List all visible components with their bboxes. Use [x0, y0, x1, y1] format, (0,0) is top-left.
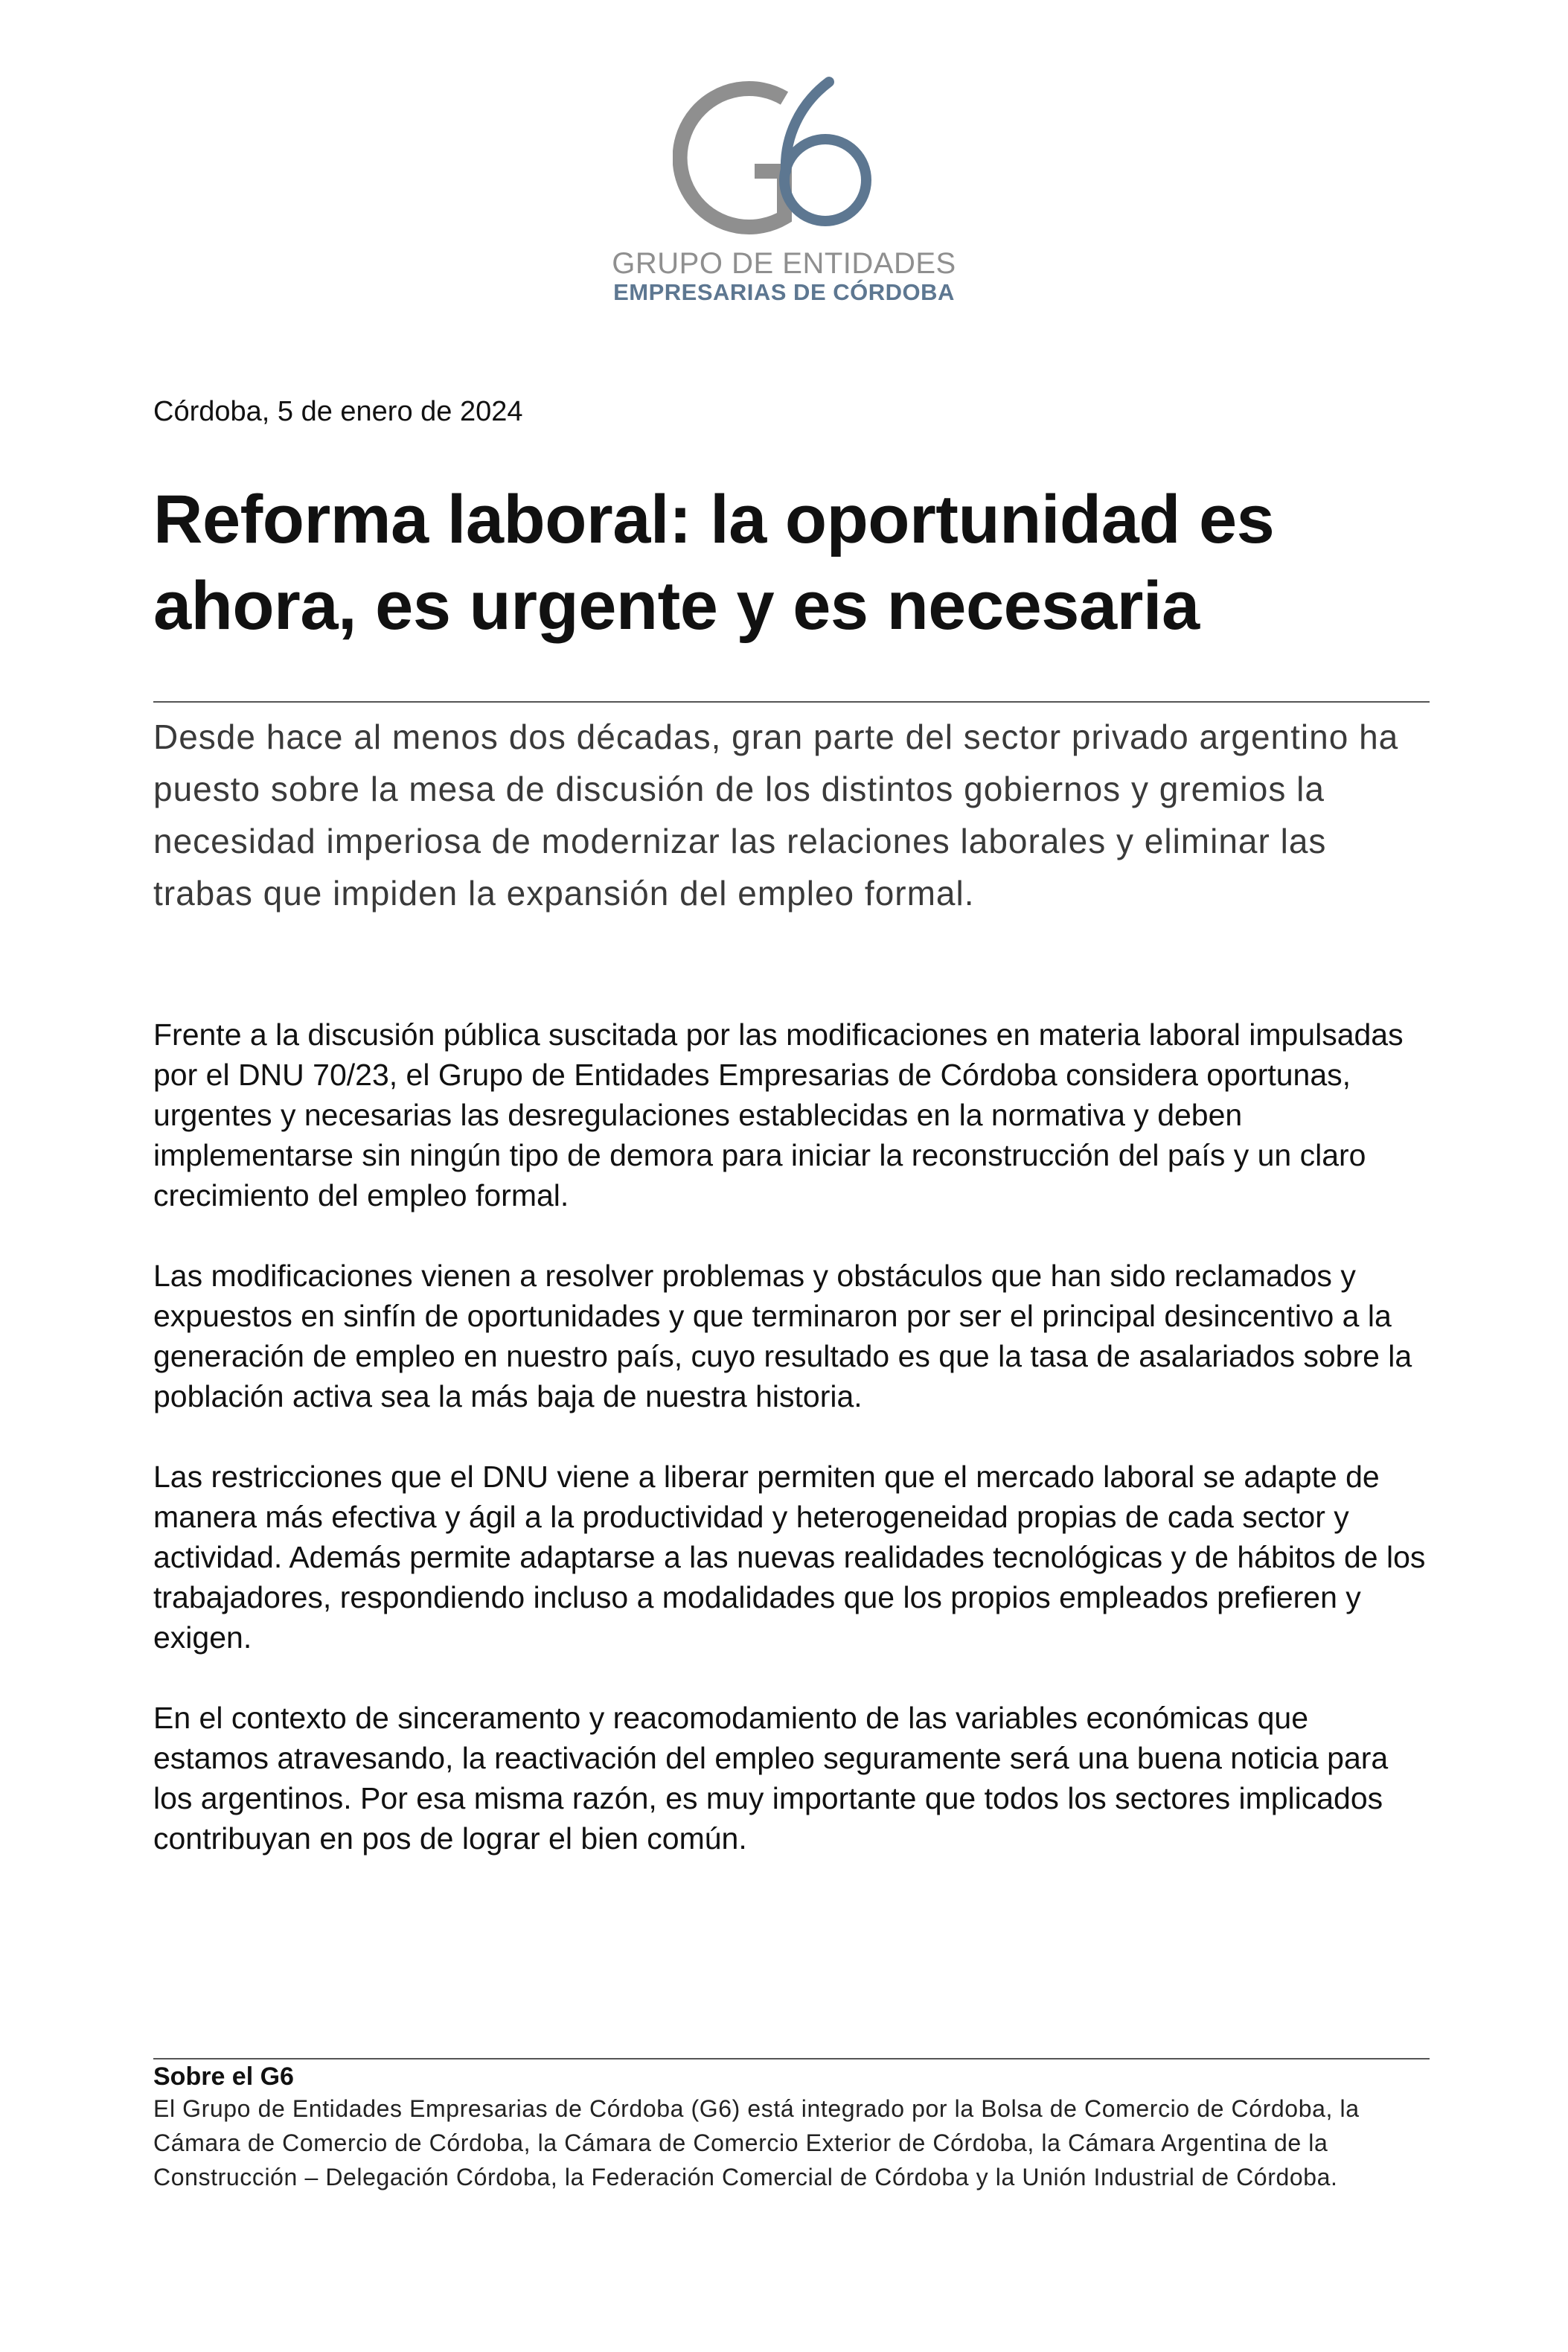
body-paragraph: Frente a la discusión pública suscitada por las modificaciones en materia laboral impulsadas por el DNU 70/23, el Grupo de Entidades Empresarias de Córdoba considera oportunas, urgentes y necesarias las desregulaciones establecidas en la normativa y deben implementarse sin ningún tipo de demora para iniciar la reconstrucción del país y un claro crecimiento del empleo formal.: [153, 1017, 1404, 1212]
body-paragraph: En el contexto de sinceramento y reacomodamiento de las variables económicas que estamos atravesando, la reactivación del empleo seguramente será una buena noticia para los argentinos. Por esa misma razón, es muy importante que todos los sectores implicados contribuyan en pos de lograr el bien común.: [153, 1701, 1389, 1856]
title-divider: [153, 701, 1430, 703]
logo-text-line2: EMPRESARIAS DE CÓRDOBA: [613, 279, 955, 305]
about-section: [153, 2062, 1430, 2194]
footer-divider: [153, 2058, 1430, 2059]
body-paragraph: Las restricciones que el DNU viene a liberar permiten que el mercado laboral se adapte de manera más efectiva y ágil a la productividad y heterogeneidad propias de cada sector y actividad. Además permite adaptarse a las nuevas realidades tecnológicas y de hábitos de los trabajadores, respondiendo incluso a modalidades que los propios empleados prefieren y exigen.: [153, 1460, 1426, 1655]
about-title: Sobre el G6: [153, 2062, 294, 2091]
lead-paragraph: Desde hace al menos dos décadas, gran parte del sector privado argentino ha puesto sobre la mesa de discusión de los distintos gobiernos y gremios la necesidad imperiosa de modernizar las relaciones laborales y eliminar las trabas que impiden la expansión del empleo formal.: [153, 718, 1399, 913]
g6-logo: [0, 74, 1568, 305]
g6-logo-mark-icon: [673, 74, 896, 238]
body-paragraph: Las modificaciones vienen a resolver problemas y obstáculos que han sido reclamados y expuestos en sinfín de oportunidades y que terminaron por ser el principal desincentivo a la generación de empleo en nuestro país, cuyo resultado es que la tasa de asalariados sobre la población activa sea la más baja de nuestra historia.: [153, 1259, 1412, 1413]
document-date: Córdoba, 5 de enero de 2024: [153, 396, 523, 427]
logo-text-line1: GRUPO DE ENTIDADES: [612, 247, 956, 280]
about-text: El Grupo de Entidades Empresarias de Córdoba (G6) está integrado por la Bolsa de Comercio de Córdoba, la Cámara de Comercio de Córdoba, la Cámara de Comercio Exterior de Córdoba, la Cámara Argentina de la Construcción – Delegación Córdoba, la Federación Comercial de Córdoba y la Unión Industrial de Córdoba.: [153, 2095, 1360, 2190]
document-title: Reforma laboral: la oportunidad es ahora, es urgente y es necesaria: [153, 482, 1275, 644]
body-text: [153, 1014, 1430, 1899]
